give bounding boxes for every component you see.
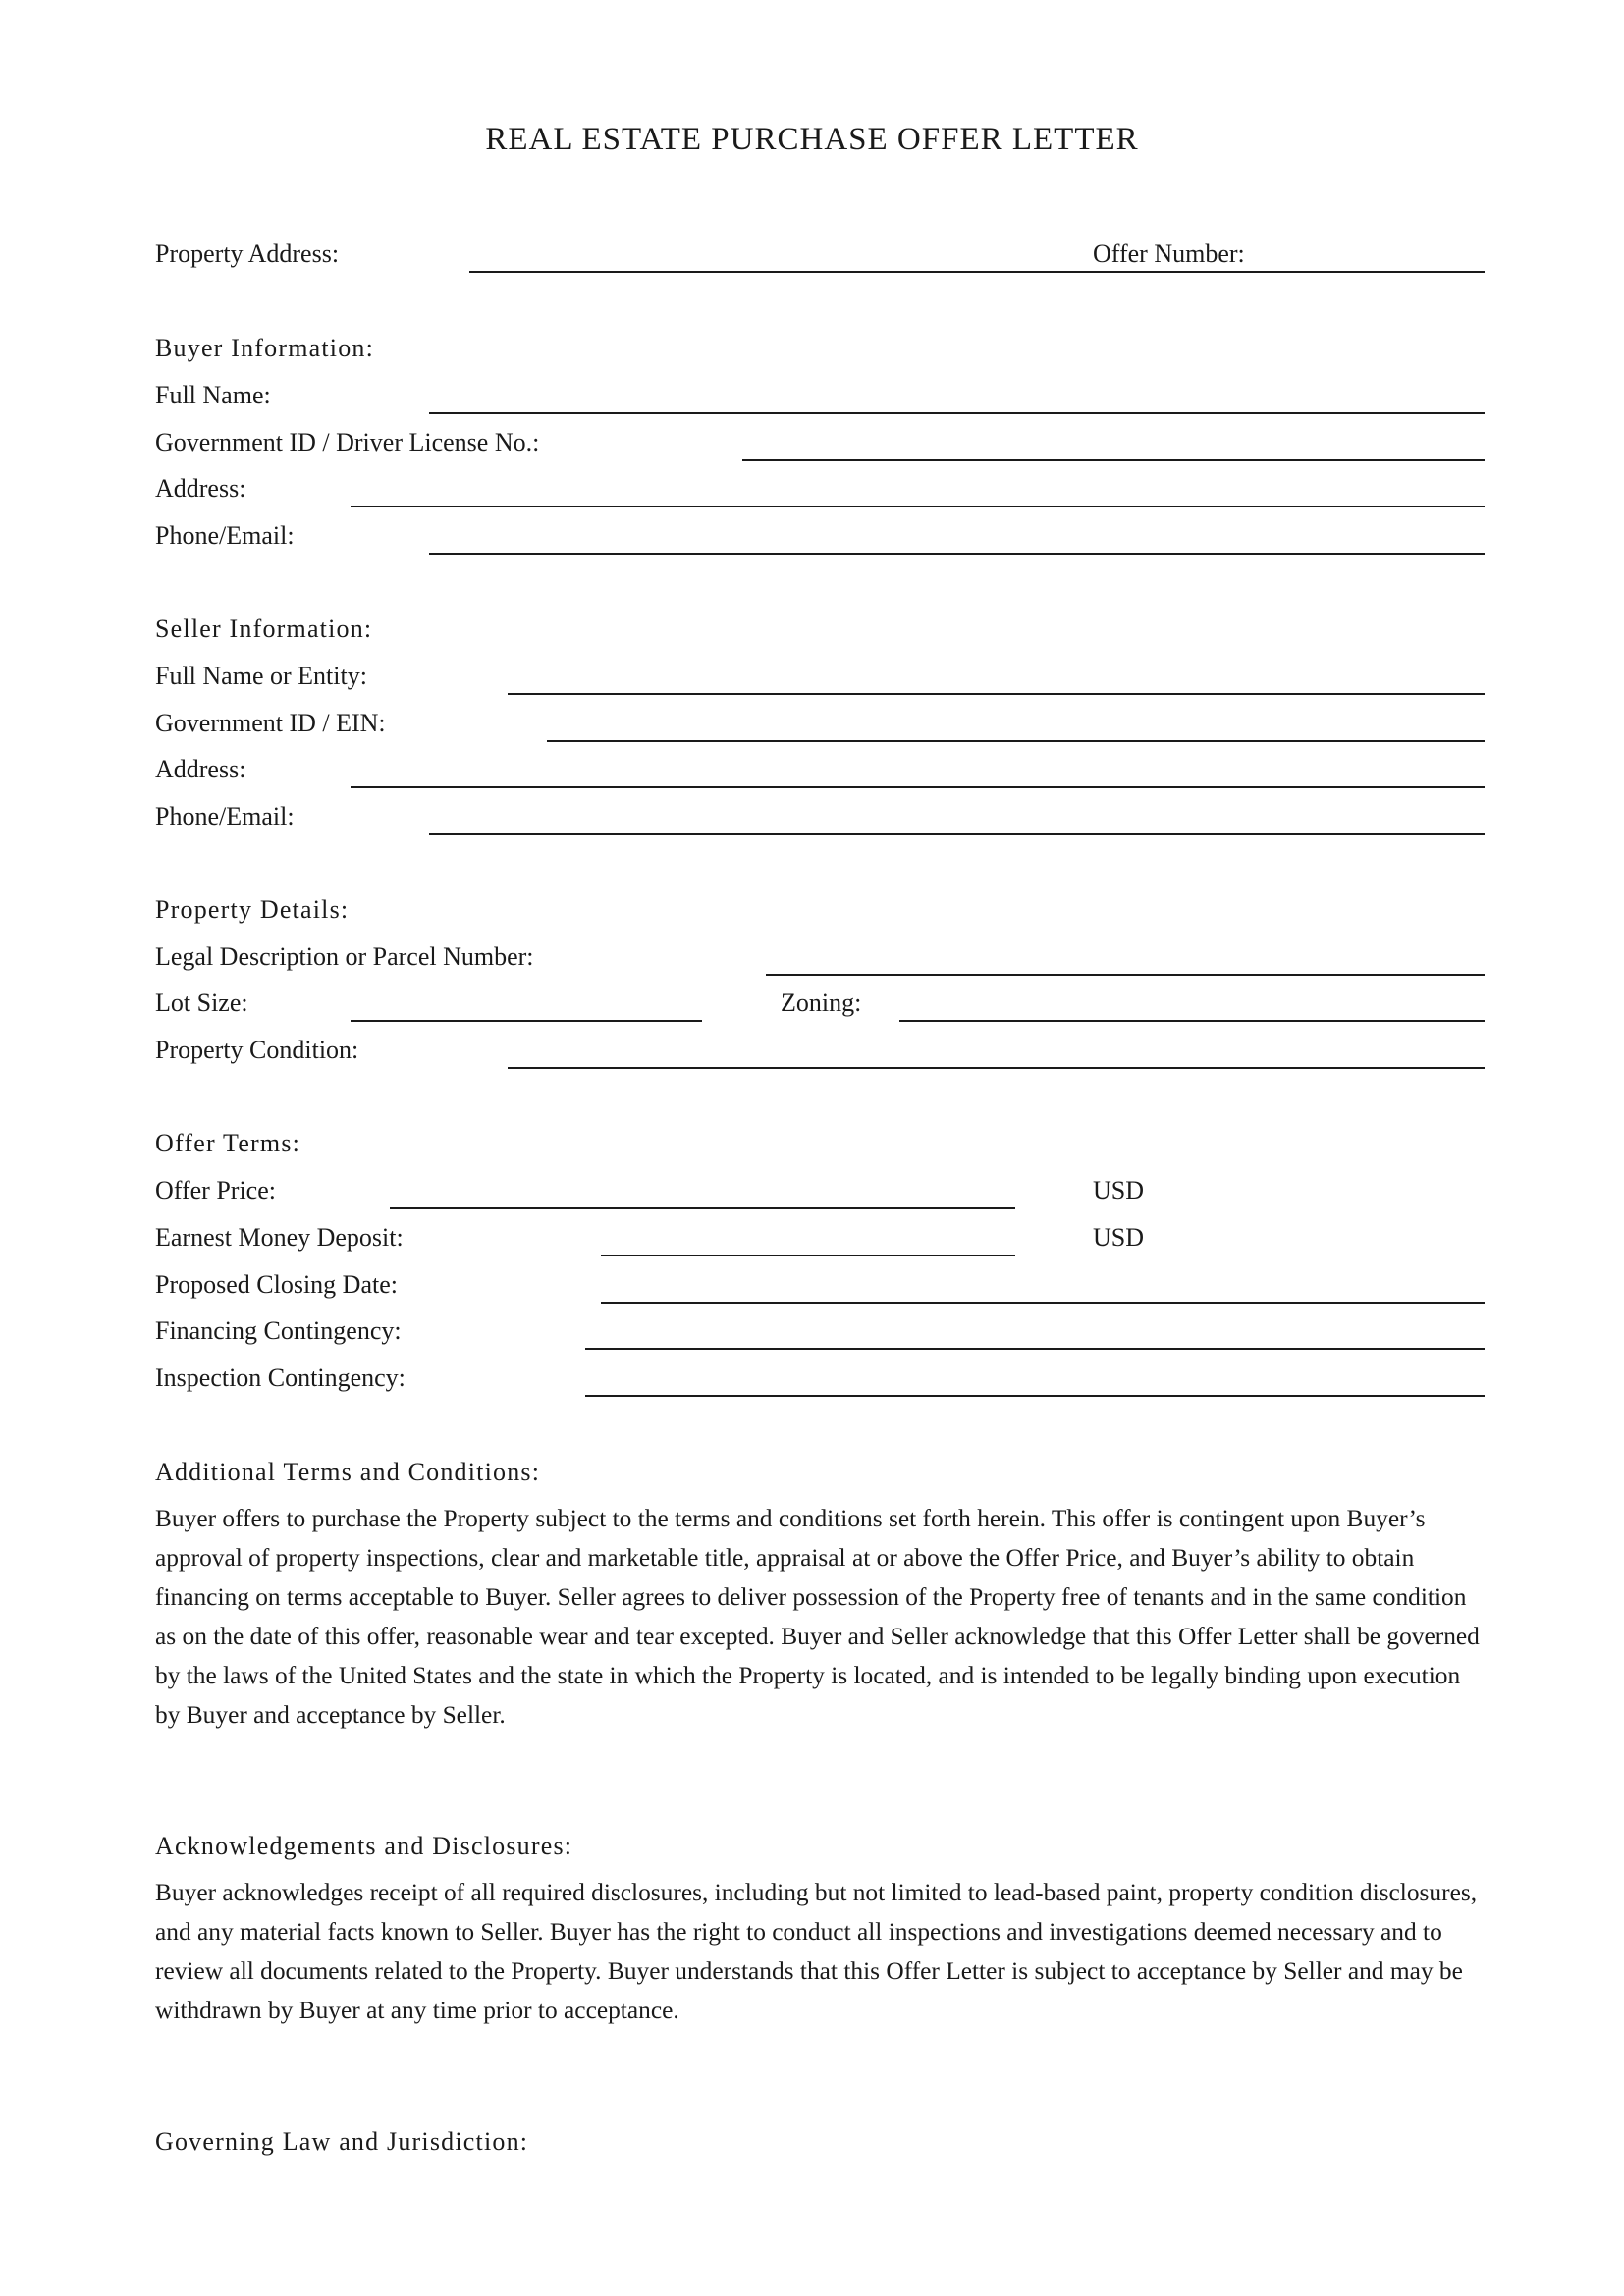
inspection-contingency-label: Inspection Contingency: (155, 1363, 406, 1392)
earnest-deposit-label: Earnest Money Deposit: (155, 1223, 404, 1252)
closing-date-label: Proposed Closing Date: (155, 1270, 398, 1299)
buyer-phone-email-label: Phone/Email: (155, 521, 295, 550)
offer-number-label: Offer Number: (1093, 240, 1245, 268)
seller-gov-id-field[interactable] (547, 740, 1485, 742)
offer-price-field[interactable] (390, 1207, 1015, 1209)
seller-gov-id-label: Government ID / EIN: (155, 709, 386, 737)
legal-description-label: Legal Description or Parcel Number: (155, 942, 534, 971)
seller-phone-email-label: Phone/Email: (155, 802, 295, 830)
additional-terms-paragraph: Buyer offers to purchase the Property subject to the terms and conditions set forth herein. This offer is contingent upon Buyer’s approval of property inspections, clear and marketable title, appraisal at or above the Offer Price, and Buyer’s ability to obtain financing on terms acceptable to Buyer. Seller agrees to deliver possession of the Property free of tenants and in the same condition as on the date of this offer, reasonable wear and tear excepted. Buyer and Seller acknowledge that this Offer Letter shall be governed by the laws of the United States and the state in which the Property is located, and is intended to be legally binding upon execution by Buyer and acceptance by Seller. (155, 1505, 1480, 1729)
acknowledgements-paragraph: Buyer acknowledges receipt of all required disclosures, including but not limited to lead-based paint, property condition disclosures, and any material facts known to Seller. Buyer has the right to conduct all inspections and investigations deemed necessary and to review all documents related to the Property. Buyer understands that this Offer Letter is subject to acceptance by Seller and may be withdrawn by Buyer at any time prior to acceptance. (155, 1879, 1478, 2024)
governing-law-heading: Governing Law and Jurisdiction: (155, 2127, 529, 2156)
seller-address-field[interactable] (351, 786, 1485, 788)
buyer-full-name-field[interactable] (429, 412, 1485, 414)
document-title: REAL ESTATE PURCHASE OFFER LETTER (485, 122, 1139, 157)
acknowledgements-heading: Acknowledgements and Disclosures: (155, 1832, 573, 1860)
lot-size-label: Lot Size: (155, 988, 248, 1017)
offer-section-heading: Offer Terms: (155, 1129, 301, 1157)
seller-phone-email-field[interactable] (429, 833, 1485, 835)
property-address-field[interactable] (469, 271, 1485, 273)
seller-address-label: Address: (155, 755, 246, 783)
seller-section-heading: Seller Information: (155, 614, 373, 643)
earnest-deposit-currency: USD (1093, 1223, 1145, 1252)
buyer-section-heading: Buyer Information: (155, 334, 375, 362)
inspection-contingency-field[interactable] (585, 1395, 1485, 1397)
buyer-full-name-label: Full Name: (155, 381, 271, 409)
additional-terms-heading: Additional Terms and Conditions: (155, 1458, 541, 1486)
closing-date-field[interactable] (601, 1302, 1485, 1304)
buyer-phone-email-field[interactable] (429, 553, 1485, 555)
zoning-field[interactable] (899, 1020, 1485, 1022)
seller-full-name-label: Full Name or Entity: (155, 662, 367, 690)
buyer-address-label: Address: (155, 474, 246, 503)
property-section-heading: Property Details: (155, 895, 350, 924)
lot-size-field[interactable] (351, 1020, 702, 1022)
financing-contingency-label: Financing Contingency: (155, 1316, 402, 1345)
earnest-deposit-field[interactable] (601, 1255, 1015, 1256)
offer-price-label: Offer Price: (155, 1176, 276, 1204)
buyer-gov-id-label: Government ID / Driver License No.: (155, 428, 540, 456)
buyer-address-field[interactable] (351, 506, 1485, 507)
seller-full-name-field[interactable] (508, 693, 1485, 695)
buyer-gov-id-field[interactable] (742, 459, 1485, 461)
property-condition-label: Property Condition: (155, 1036, 359, 1064)
zoning-label: Zoning: (781, 988, 862, 1017)
property-address-label: Property Address: (155, 240, 340, 268)
property-condition-field[interactable] (508, 1067, 1485, 1069)
legal-description-field[interactable] (766, 974, 1485, 976)
financing-contingency-field[interactable] (585, 1348, 1485, 1350)
offer-price-currency: USD (1093, 1176, 1145, 1204)
